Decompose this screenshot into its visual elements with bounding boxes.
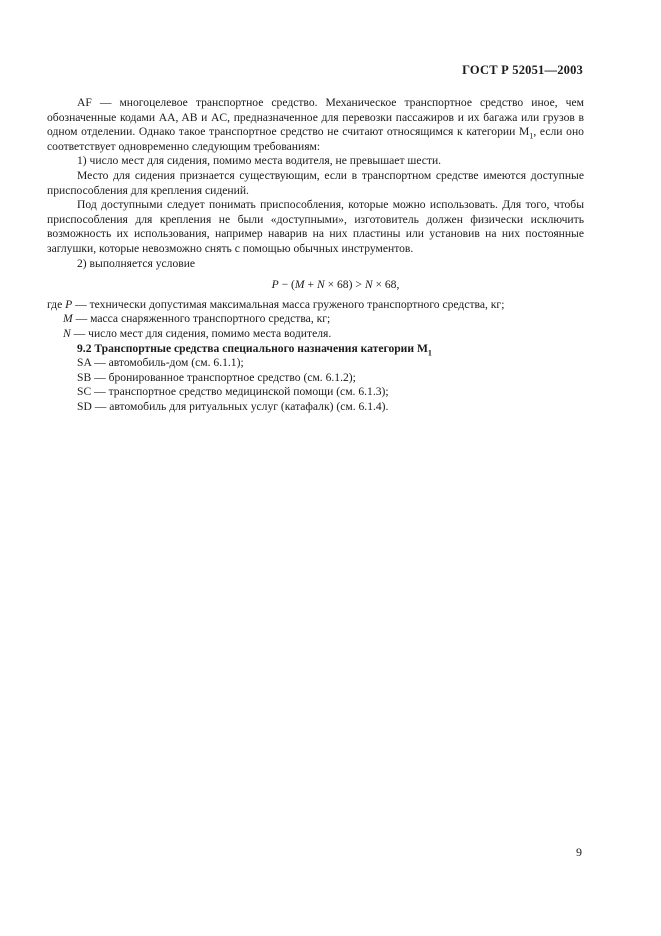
paragraph-af bbox=[47, 96, 584, 154]
page-number: 9 bbox=[576, 845, 582, 859]
paragraph-seat: Место для сидения признается существующим, если в транспортном средстве имеются доступные приспособления для крепления сидений. bbox=[47, 168, 584, 197]
af-subscript: 1 bbox=[529, 131, 534, 141]
paragraph-condition-2: 2) выполняется условие bbox=[77, 256, 196, 270]
list-item: SC — транспортное средство медицинской помощи (см. 6.1.3); bbox=[77, 385, 389, 399]
def-p-text: — технически допустимая максимальная масса груженого транспортного средства, кг; bbox=[72, 297, 505, 311]
formula bbox=[47, 278, 584, 293]
page-content bbox=[47, 96, 584, 414]
def-n-text: — число мест для сидения, помимо места водителя. bbox=[70, 326, 332, 340]
definition-n bbox=[47, 327, 584, 342]
paragraph-condition-1: 1) число мест для сидения, помимо места водителя, не превышает шести. bbox=[77, 154, 442, 168]
paragraph-accessible: Под доступными следует понимать приспособления, которые можно использовать. Для того, чтобы приспособления для крепления не были «доступными», изготовитель должен физически исключить возможность их использования, например наварив на них пластины или установив на них постоянные заглушки, которые невозможно снять с помощью обычных инструментов. bbox=[47, 198, 584, 255]
formula-times1: × 68) > bbox=[324, 278, 365, 292]
def-m-text: — масса снаряженного транспортного средства, кг; bbox=[72, 312, 331, 326]
formula-n1: N bbox=[316, 278, 325, 292]
where-word: где bbox=[47, 297, 66, 311]
def-m-symbol: M bbox=[63, 312, 73, 326]
definition-p bbox=[47, 298, 584, 313]
section-heading bbox=[47, 342, 584, 357]
standard-header: ГОСТ Р 52051—2003 bbox=[462, 63, 583, 77]
list-item: SA — автомобиль-дом (см. 6.1.1); bbox=[77, 356, 244, 370]
formula-n2: N bbox=[364, 278, 373, 292]
af-text-end: , если оно соответствует одновременно следующим требованиям: bbox=[47, 125, 584, 153]
definition-m bbox=[47, 312, 584, 327]
formula-p: P bbox=[271, 278, 279, 292]
section-heading-text: 9.2 Транспортные средства специального назначения категории M bbox=[77, 341, 428, 355]
def-p-symbol: P bbox=[65, 297, 73, 311]
formula-times2: × 68, bbox=[372, 278, 400, 292]
formula-plus: + bbox=[304, 278, 317, 292]
list-item: SD — автомобиль для ритуальных услуг (катафалк) (см. 6.1.4). bbox=[77, 399, 389, 413]
formula-m: M bbox=[294, 278, 305, 292]
af-text: AF — многоцелевое транспортное средство. Механическое транспортное средство иное, чем обозначенные кодами AA, AB и AC, предназначенное для перевозки пассажиров и их багажа или грузов в одном отделении. Однако такое транспортное средство не считают относящимся к категории M bbox=[47, 96, 584, 139]
formula-op1: − ( bbox=[278, 278, 295, 292]
list-item: SB — бронированное транспортное средство (см. 6.1.2); bbox=[77, 370, 356, 384]
def-n-symbol: N bbox=[63, 326, 71, 340]
section-heading-subscript: 1 bbox=[427, 347, 432, 357]
